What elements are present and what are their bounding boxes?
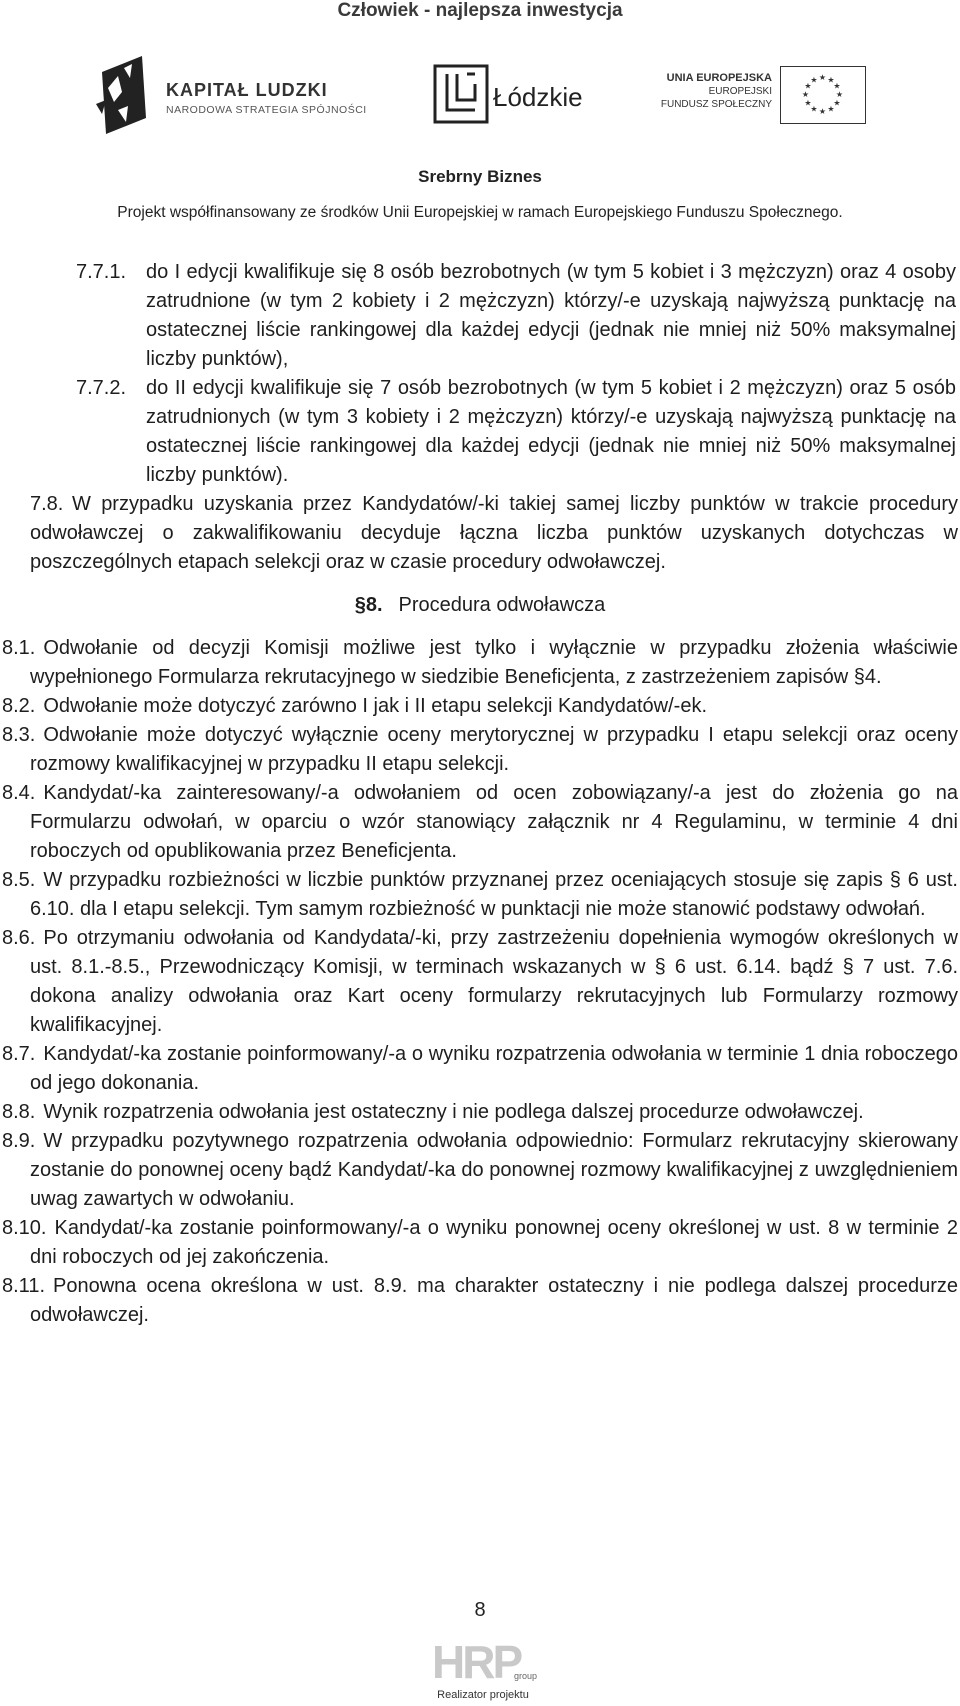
clause-number: 7.7.1. <box>76 261 127 283</box>
clause-7-7-2 <box>0 374 960 490</box>
clause-number: 7.8. <box>30 493 64 515</box>
project-name: Srebrny Biznes <box>418 167 542 186</box>
eu-line-1: UNIA EUROPEJSKA <box>666 72 772 84</box>
svg-text:★: ★ <box>804 98 812 108</box>
section-heading <box>0 591 960 620</box>
eu-line-2: EUROPEJSKI <box>708 86 772 97</box>
svg-text:★: ★ <box>833 81 841 91</box>
clause-text: W przypadku uzyskania przez Kandydatów/-ki takiej samej liczby punktów w trakcie procedury odwoławczej o zakwalifikowaniu decyduje łączna liczba punktów uzyskanych dotychczas w poszczególnych etapach selekcji oraz w czasie procedury odwoławczej. <box>30 493 958 573</box>
clause-text: Odwołanie od decyzji Komisji możliwe jest tylko i wyłącznie w przypadku złożenia właściwie wypełnionego Formularza rekrutacyjnego w siedzibie Beneficjenta, z zastrzeżeniem zapisów §4. <box>30 637 958 688</box>
clause-text: W przypadku pozytywnego rozpatrzenia odwołania odpowiednio: Formularz rekrutacyjny skierowany zostanie do ponownej oceny bądź Kandydat/-ka do ponownej rozmowy kwalifikacyjnej z uwzględnieniem uwag zawartych w odwołaniu. <box>30 1130 958 1210</box>
kapital-ludzki-name: KAPITAŁ LUDZKI <box>166 80 328 100</box>
clause-item <box>0 721 960 779</box>
clause-text: Kandydat/-ka zostanie poinformowany/-a o wyniku rozpatrzenia odwołania w terminie 1 dnia roboczego od jego dokonania. <box>30 1043 958 1094</box>
clause-7-8 <box>0 490 960 577</box>
clause-text: Wynik rozpatrzenia odwołania jest ostateczny i nie podlega dalszej procedurze odwoławczej. <box>43 1101 864 1123</box>
kapital-ludzki-icon <box>88 52 158 142</box>
kapital-ludzki-subtitle: NARODOWA STRATEGIA SPÓJNOŚCI <box>166 104 367 116</box>
clause-text: Kandydat/-ka zostanie poinformowany/-a o wyniku ponownej oceny określonej w ust. 8 w terminie 2 dni roboczych od jej zakończenia. <box>30 1217 958 1268</box>
clause-item <box>0 692 960 721</box>
clause-number: 8.4. <box>2 782 36 804</box>
clause-item <box>0 1272 960 1330</box>
hrp-logo-letters: HRP <box>432 1636 521 1688</box>
eu-logo <box>660 66 870 128</box>
hrp-logo-group: group <box>514 1671 538 1681</box>
clause-number: 8.9. <box>2 1130 36 1152</box>
svg-text:★: ★ <box>833 98 841 108</box>
lodzkie-icon <box>433 64 489 124</box>
clause-number: 8.6. <box>2 927 36 949</box>
clause-text: Kandydat/-ka zainteresowany/-a odwołaniem od ocen zobowiązany/-a jest do złożenia go na Formularzu odwołań, w oparciu o wzór stanowiący załącznik nr 4 Regulaminu, w terminie 4 dni roboczych od opublikowania przez Beneficjenta. <box>30 782 958 862</box>
lodzkie-name: Łódzkie <box>493 82 583 112</box>
lodzkie-logo <box>433 64 593 126</box>
clause-text: do I edycji kwalifikuje się 8 osób bezrobotnych (w tym 5 kobiet i 3 mężczyzn) oraz 4 osoby zatrudnione (w tym 2 kobiety i 2 mężczyzn) którzy/-e uzyskają najwyższą punktację na ostatecznej liście rankingowej dla każdej edycji (jednak nie mniej niż 50% maksymalnej liczby punktów), <box>146 261 956 370</box>
svg-text:★: ★ <box>827 75 835 85</box>
svg-text:★: ★ <box>804 81 812 91</box>
svg-text:★: ★ <box>810 104 818 114</box>
clause-text: Ponowna ocena określona w ust. 8.9. ma charakter ostateczny i nie podlega dalszej procedurze odwoławczej. <box>30 1275 958 1326</box>
page-number: 8 <box>474 1599 486 1621</box>
clause-number: 8.10. <box>2 1217 47 1239</box>
clause-item <box>0 1040 960 1098</box>
eu-text <box>660 72 772 111</box>
clause-number: 7.7.2. <box>76 377 127 399</box>
kapital-ludzki-logo <box>88 52 388 142</box>
clause-text: Odwołanie może dotyczyć wyłącznie oceny merytorycznej w przypadku I etapu selekcji oraz oceny rozmowy kwalifikacyjnej w przypadku II etapu selekcji. <box>30 724 958 775</box>
document-body <box>0 258 960 1330</box>
clause-number: 8.1. <box>2 637 36 659</box>
clause-number: 8.5. <box>2 869 36 891</box>
svg-text:★: ★ <box>827 104 835 114</box>
clause-item <box>0 634 960 692</box>
header-title: Człowiek - najlepsza inwestycja <box>337 0 623 21</box>
svg-text:★: ★ <box>818 107 827 116</box>
logo-bar <box>0 50 960 150</box>
clause-number: 8.7. <box>2 1043 36 1065</box>
svg-text:★: ★ <box>801 90 810 99</box>
svg-text:★: ★ <box>810 75 818 85</box>
clause-item <box>0 1127 960 1214</box>
clause-item <box>0 1098 960 1127</box>
clause-number: 8.3. <box>2 724 36 746</box>
clause-text: W przypadku rozbieżności w liczbie punktów przyznanej przez oceniających stosuje się zapis § 6 ust. 6.10. dla I etapu selekcji. Tym samym rozbieżność w punktacji nie może stanowić podstawy odwołań. <box>30 869 958 920</box>
eu-line-3: FUNDUSZ SPOŁECZNY <box>660 99 772 110</box>
section-title: Procedura odwoławcza <box>398 594 606 616</box>
clause-number: 8.11. <box>2 1275 45 1297</box>
hrp-logo-caption: Realizator projektu <box>437 1689 529 1701</box>
svg-text:★: ★ <box>818 73 827 82</box>
clause-number: 8.2. <box>2 695 36 717</box>
clause-number: 8.8. <box>2 1101 36 1123</box>
hrp-group-logo <box>428 1635 538 1703</box>
clause-text: do II edycji kwalifikuje się 7 osób bezrobotnych (w tym 5 kobiet i 2 mężczyzn) oraz 5 osób zatrudnionych (w tym 3 kobiety i 2 mężczyzn) którzy/-e uzyskają najwyższą punktację na ostatecznej liście rankingowej dla każdej edycji (jednak nie mniej niż 50% maksymalnej liczby punktów). <box>146 377 956 486</box>
clause-7-7-1 <box>0 258 960 374</box>
cofinancing-note: Projekt współfinansowany ze środków Unii Europejskiej w ramach Europejskiego Funduszu Społecznego. <box>117 204 843 221</box>
eu-flag-icon <box>780 66 866 124</box>
clause-text: Odwołanie może dotyczyć zarówno I jak i II etapu selekcji Kandydatów/-ek. <box>43 695 708 717</box>
clause-item <box>0 866 960 924</box>
clause-item <box>0 924 960 1040</box>
svg-text:★: ★ <box>835 90 844 99</box>
section-number: §8. <box>354 594 383 616</box>
clause-text: Po otrzymaniu odwołania od Kandydata/-ki, przy zastrzeżeniu dopełnienia wymogów określonych w ust. 8.1.-8.5., Przewodniczący Komisji, w terminach wskazanych w § 6 ust. 6.14. bądź § 7 ust. 7.6. dokona analizy odwołania oraz Kart oceny formularzy rekrutacyjnych lub Formularzy rozmowy kwalifikacyjnej. <box>30 927 958 1036</box>
clause-list <box>0 634 960 1330</box>
clause-item <box>0 779 960 866</box>
clause-item <box>0 1214 960 1272</box>
